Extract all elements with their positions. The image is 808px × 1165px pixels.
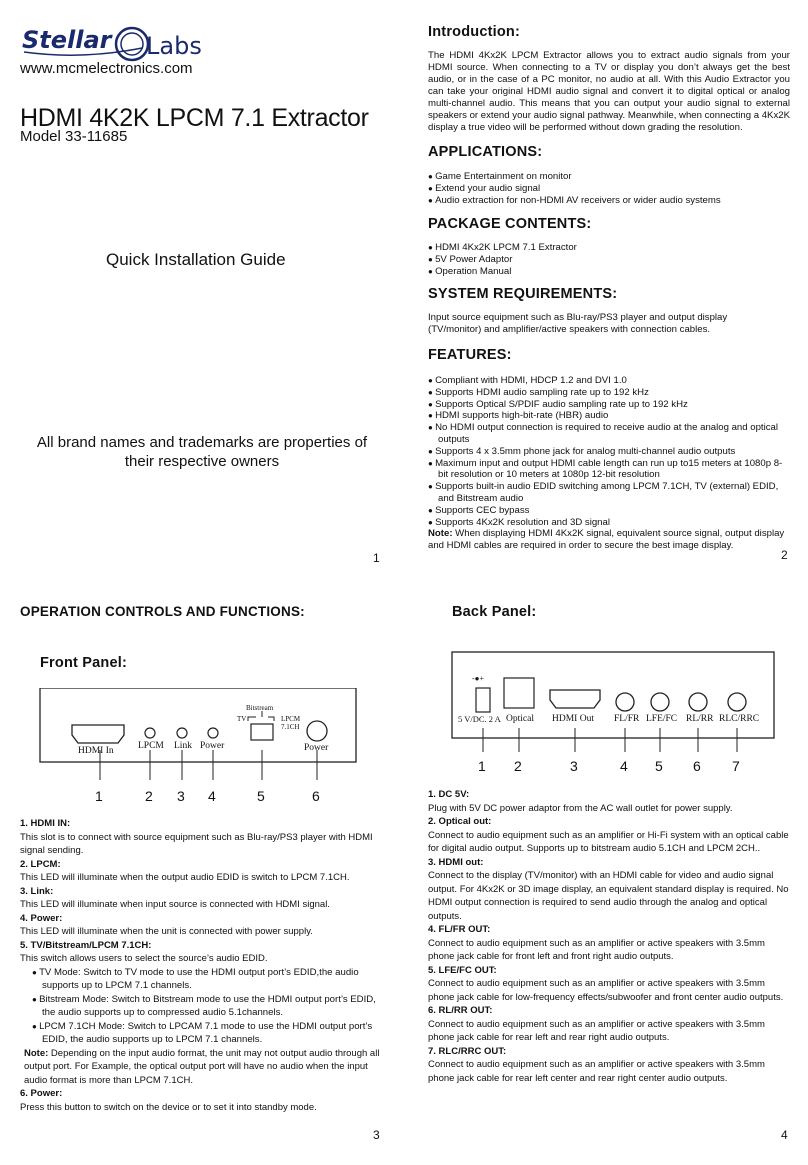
power-led-icon xyxy=(208,728,218,738)
package-heading: PACKAGE CONTENTS: xyxy=(428,216,592,232)
list-item: ● Supports CEC bypass xyxy=(428,505,790,517)
page-number: 2 xyxy=(781,548,788,562)
item-text: This LED will illuminate when the unit is connected with power supply. xyxy=(20,926,313,937)
callout-7: 7 xyxy=(732,758,740,774)
item-title: 2. Optical out: xyxy=(428,816,492,827)
item-text: Connect to the display (TV/monitor) with an HDMI cable for video and audio signal output. For 4Kx2K or 3D image display, an equivalent standard display is required. No HDMI output connection is required to send audio through the analog and optical outputs. xyxy=(428,870,789,922)
item-text: Connect to audio equipment such as an amplifier or active speakers with 3.5mm phone jack cable for low-frequency effects/subwoofer and front center audio outputs. xyxy=(428,978,784,1003)
callout-2: 2 xyxy=(514,758,522,774)
intro-heading: Introduction: xyxy=(428,24,520,40)
sysreq-heading: SYSTEM REQUIREMENTS: xyxy=(428,286,618,302)
intro-text: The HDMI 4Kx2K LPCM Extractor allows you to extract audio signals from your HDMI source. When connecting to a TV or display you don’t always get the best audio, or in the case of a PC monitor, no audio at all. With this Audio Extractor you can take your original HDMI audio signal and convert it to digital optical or analog multi-channel audio. This means that you can output your audio signal to external speakers or extend your audio signal pathway. Meanwhile, when connecting a 4Kx2K display a true video will be performed without down grading the resolution. xyxy=(428,50,790,133)
note xyxy=(20,1047,382,1088)
optical-port-icon xyxy=(504,678,534,708)
trademark-note: All brand names and trademarks are properties of their respective owners xyxy=(36,434,368,470)
item-text: Plug with 5V DC power adaptor from the AC wall outlet for power supply. xyxy=(428,802,733,814)
features-heading: FEATURES: xyxy=(428,347,512,363)
callout-6: 6 xyxy=(312,788,320,804)
rl-rr-jack-icon xyxy=(689,693,707,711)
item-title: 5. TV/Bitstream/LPCM 7.1CH: xyxy=(20,939,152,951)
list-item: ● Audio extraction for non-HDMI AV receivers or wider audio systems xyxy=(428,195,790,207)
label-lpcm-71: LPCM xyxy=(281,715,301,723)
note-text: When displaying HDMI 4Kx2K signal, equivalent source signal, output display and HDMI cables are required in order to secure the best image display. xyxy=(428,528,785,551)
page-number: 1 xyxy=(373,551,380,565)
rlc-rrc-jack-icon xyxy=(728,693,746,711)
list-item: ● Operation Manual xyxy=(428,266,790,278)
lfe-fc-jack-icon xyxy=(651,693,669,711)
guide-title: Quick Installation Guide xyxy=(106,250,286,269)
item-title: 4. Power: xyxy=(20,912,63,924)
item-text: This LED will illuminate when input source is connected with HDMI signal. xyxy=(20,899,330,910)
logo-word-stellar: Stellar xyxy=(22,26,112,54)
label-lfe-fc: LFE/FC xyxy=(646,714,678,724)
callout-2: 2 xyxy=(145,788,153,804)
label-dc-symbol: -●+ xyxy=(472,674,485,683)
label-bitstream: Bitstream xyxy=(246,704,274,712)
list-item: ● HDMI 4Kx2K LPCM 7.1 Extractor xyxy=(428,242,790,254)
label-dc: 5 V/DC. 2 A xyxy=(458,714,501,724)
label-power-button: Power xyxy=(304,743,329,753)
item-title: 5. LFE/FC OUT: xyxy=(428,964,497,976)
mode-list xyxy=(20,966,382,1047)
edid-switch-icon xyxy=(251,724,273,740)
label-tv: TV xyxy=(237,715,247,723)
item-title: 1. DC 5V: xyxy=(428,789,470,800)
label-lpcm-71-ch: 7.1CH xyxy=(281,723,300,731)
front-panel-heading: Front Panel: xyxy=(40,655,127,671)
list-item: ● Supports HDMI audio sampling rate up to 192 kHz xyxy=(428,387,790,399)
list-item: ● HDMI supports high-bit-rate (HBR) audio xyxy=(428,410,790,422)
back-panel-descriptions xyxy=(428,788,790,1085)
link-led-icon xyxy=(177,728,187,738)
item-text: Connect to audio equipment such as an amplifier or active speakers with 3.5mm phone jack cable for rear left center and rear right center audio outputs. xyxy=(428,1059,765,1084)
list-item: ● Maximum input and output HDMI cable length can run up to15 meters at 1080p 8-bit resolution or 10 meters at 1080p 12-bit resolution xyxy=(428,458,790,482)
note-label: Note: xyxy=(24,1047,49,1059)
features-note xyxy=(428,528,790,552)
item-title: 2. LPCM: xyxy=(20,858,61,870)
label-hdmi-in: HDMI In xyxy=(78,746,114,756)
product-title: HDMI 4K2K LPCM 7.1 Extractor xyxy=(20,104,369,132)
list-item: ● Compliant with HDMI, HDCP 1.2 and DVI 1.0 xyxy=(428,375,790,387)
item-text: This switch allows users to select the source’s audio EDID. xyxy=(20,953,268,964)
item-title: 1. HDMI IN: xyxy=(20,818,71,829)
page-number: 3 xyxy=(373,1128,380,1142)
list-item: ● TV Mode: Switch to TV mode to use the HDMI output port’s EDID,the audio supports up to LPCM 7.1 channels. xyxy=(32,966,382,993)
callout-4: 4 xyxy=(620,758,628,774)
item-text: This slot is to connect with source equipment such as Blu-ray/PS3 player with HDMI signal sending. xyxy=(20,831,373,856)
list-item: ● 5V Power Adaptor xyxy=(428,254,790,266)
hdmi-in-port-icon xyxy=(72,725,124,743)
front-panel-diagram xyxy=(38,688,360,806)
note-label: Note: xyxy=(428,528,453,539)
list-item: ● LPCM 7.1CH Mode: Switch to LPCAM 7.1 mode to use the HDMI output port’s EDID, the audio supports up to LPCM 7.1 channels. xyxy=(32,1020,382,1047)
note-text: Depending on the input audio format, the unit may not output audio through all output port. For Example, the optical output port will have no audio when the input audio format is more than LPCM 7.1CH. xyxy=(24,1047,380,1086)
back-panel-diagram xyxy=(448,650,778,780)
item-text: This LED will illuminate when the output audio EDID is switch to LPCM 7.1CH. xyxy=(20,872,350,883)
item-title: 3. Link: xyxy=(20,885,54,897)
list-item: ● Supports built-in audio EDID switching among LPCM 7.1CH, TV (external) EDID, and Bitstream audio xyxy=(428,481,790,505)
label-lpcm: LPCM xyxy=(138,741,164,751)
item-text: Connect to audio equipment such as an amplifier or active speakers with 3.5mm phone jack cable for rear left and rear right audio outputs. xyxy=(428,1018,765,1043)
callout-5: 5 xyxy=(655,758,663,774)
item-text: Connect to audio equipment such as an amplifier or Hi-Fi system with an optical cable for digital audio output. Supports up to bitstream audio 5.1CH and LPCM 2CH.. xyxy=(428,829,789,854)
label-fl-fr: FL/FR xyxy=(614,714,640,724)
callout-3: 3 xyxy=(177,788,185,804)
item-title: 6. Power: xyxy=(20,1088,63,1099)
front-panel-descriptions xyxy=(20,817,382,1114)
label-hdmi-out: HDMI Out xyxy=(552,714,594,724)
callout-1: 1 xyxy=(95,788,103,804)
list-item: ● Supports 4Kx2K resolution and 3D signal xyxy=(428,517,790,529)
item-title: 6. RL/RR OUT: xyxy=(428,1005,493,1016)
callout-1: 1 xyxy=(478,758,486,774)
list-item: ● Extend your audio signal xyxy=(428,183,790,195)
item-title: 7. RLC/RRC OUT: xyxy=(428,1045,507,1057)
applications-list xyxy=(428,171,790,206)
label-rlc-rrc: RLC/RRC xyxy=(719,714,760,724)
item-text: Press this button to switch on the device or to set it into standby mode. xyxy=(20,1101,317,1113)
page-number: 4 xyxy=(781,1128,788,1142)
dc-jack-icon xyxy=(476,688,490,712)
callout-5: 5 xyxy=(257,788,265,804)
label-link: Link xyxy=(174,741,192,751)
features-list xyxy=(428,375,790,528)
applications-heading: APPLICATIONS: xyxy=(428,144,543,160)
logo-word-labs: Labs xyxy=(146,32,202,60)
package-list xyxy=(428,242,790,277)
list-item: ● Supports Optical S/PDIF audio sampling rate up to 192 kHz xyxy=(428,399,790,411)
list-item: ● Bitstream Mode: Switch to Bitstream mode to use the HDMI output port’s EDID, the audio supports up to compressed audio 5.1channels. xyxy=(32,993,382,1020)
label-optical: Optical xyxy=(506,714,534,724)
hdmi-out-port-icon xyxy=(550,690,600,708)
item-title: 4. FL/FR OUT: xyxy=(428,924,491,935)
fl-fr-jack-icon xyxy=(616,693,634,711)
callout-3: 3 xyxy=(570,758,578,774)
lpcm-led-icon xyxy=(145,728,155,738)
power-button-icon xyxy=(307,721,327,741)
label-rl-rr: RL/RR xyxy=(686,714,714,724)
back-panel-heading: Back Panel: xyxy=(452,604,537,620)
list-item: ● Supports 4 x 3.5mm phone jack for analog multi-channel audio outputs xyxy=(428,446,790,458)
sysreq-text: Input source equipment such as Blu-ray/PS3 player and output display (TV/monitor) and amplifier/active speakers with connection cables. xyxy=(428,312,728,335)
item-text: Connect to audio equipment such as an amplifier or active speakers with 3.5mm phone jack cable for front left and front right audio outputs. xyxy=(428,937,765,962)
website-url: www.mcmelectronics.com xyxy=(20,60,193,77)
callout-4: 4 xyxy=(208,788,216,804)
model-number: Model 33-11685 xyxy=(20,128,128,145)
operation-heading: OPERATION CONTROLS AND FUNCTIONS: xyxy=(20,604,305,619)
item-title: 3. HDMI out: xyxy=(428,856,484,868)
callout-6: 6 xyxy=(693,758,701,774)
list-item: ● Game Entertainment on monitor xyxy=(428,171,790,183)
list-item: ● No HDMI output connection is required to receive audio at the analog and optical outputs xyxy=(428,422,790,446)
label-power-led: Power xyxy=(200,741,225,751)
